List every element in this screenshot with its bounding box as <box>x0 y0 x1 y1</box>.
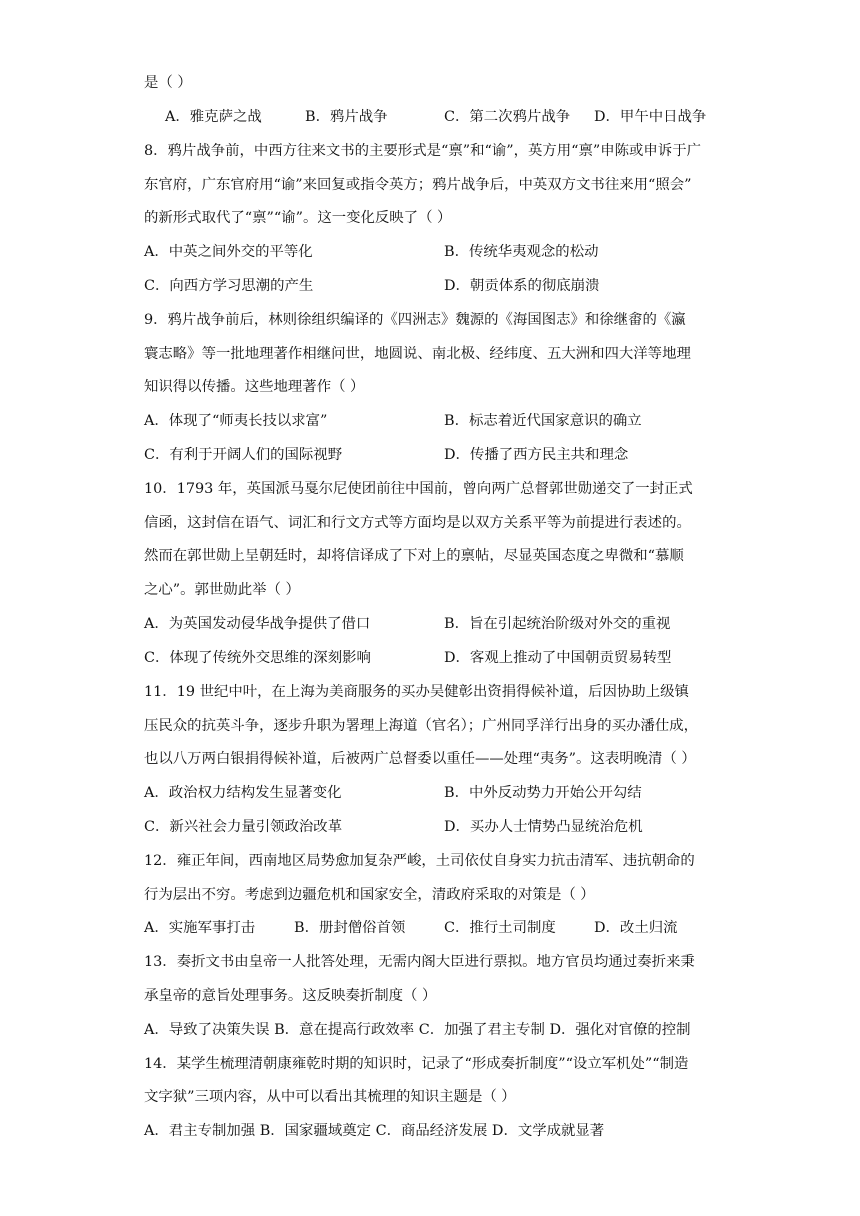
q14-line-1: 14．某学生梳理清朝康雍乾时期的知识时，记录了“形成奏折制度”“设立军机处”“制造 <box>144 1056 689 1072</box>
q12-option-c: C．推行土司制度 <box>444 920 556 936</box>
q10-option-c: C．体现了传统外交思维的深刻影响 <box>144 650 371 666</box>
q11-line-1: 11．19 世纪中叶，在上海为美商服务的买办吴健彰出资捐得候补道，后因协助上级镇 <box>144 684 689 700</box>
q13-options: A．导致了决策失误 B．意在提高行政效率 C．加强了君主专制 D．强化对官僚的控制 <box>144 1022 691 1038</box>
q8-option-b: B．传统华夷观念的松动 <box>444 244 599 260</box>
q14-line-2: 文字狱”三项内容，从中可以看出其梳理的知识主题是（ ） <box>144 1089 516 1105</box>
q8-line-3: 的新形式取代了“禀”“谕”。这一变化反映了（ ） <box>144 210 452 226</box>
q10-line-2: 信函，这封信在语气、词汇和行文方式等方面均是以双方关系平等为前提进行表述的。 <box>144 515 691 531</box>
q9-option-b: B．标志着近代国家意识的确立 <box>444 413 642 429</box>
q7-option-d: D．甲午中日战争 <box>594 109 707 125</box>
q13-line-2: 承皇帝的意旨处理事务。这反映奏折制度（ ） <box>144 988 437 1004</box>
q9-option-a: A．体现了“师夷长技以求富” <box>144 413 328 429</box>
q8-line-2: 东官府，广东官府用“谕”来回复或指令英方；鸦片战争后，中英双方文书往来用“照会” <box>144 177 692 193</box>
q11-line-3: 也以八万两白银捐得候补道，后被两广总督委以重任——处理“夷务”。这表明晚清（ ） <box>144 751 696 767</box>
q10-option-d: D．客观上推动了中国朝贡贸易转型 <box>444 650 672 666</box>
q11-option-c: C．新兴社会力量引领政治改革 <box>144 819 343 835</box>
q12-line-2: 行为层出不穷。考虑到边疆危机和国家安全，清政府采取的对策是（ ） <box>144 887 595 903</box>
q8-option-a: A．中英之间外交的平等化 <box>144 244 313 260</box>
q10-line-3: 然而在郭世勋上呈朝廷时，却将信译成了下对上的禀帖，尽显英国态度之卑微和“慕顺 <box>144 548 684 564</box>
q12-option-d: D．改土归流 <box>594 920 678 936</box>
q11-option-b: B．中外反动势力开始公开勾结 <box>444 785 642 801</box>
q9-option-c: C．有利于开阔人们的国际视野 <box>144 447 343 463</box>
q13-line-1: 13．奏折文书由皇帝一人批答处理，无需内阁大臣进行票拟。地方官员均通过奏折来秉 <box>144 954 695 970</box>
q9-option-d: D．传播了西方民主共和理念 <box>444 447 629 463</box>
q10-option-b: B．旨在引起统治阶级对外交的重视 <box>444 616 671 632</box>
q8-option-c: C．向西方学习思潮的产生 <box>144 278 314 294</box>
q14-options: A．君主专制加强 B．国家疆域奠定 C．商品经济发展 D．文学成就显著 <box>144 1123 605 1139</box>
q11-option-a: A．政治权力结构发生显著变化 <box>144 785 342 801</box>
q10-line-4: 之心”。郭世勋此举（ ） <box>144 582 300 598</box>
q12-line-1: 12．雍正年间，西南地区局势愈加复杂严峻，土司依仗自身实力抗击清军、违抗朝命的 <box>144 853 695 869</box>
q8-option-d: D．朝贡体系的彻底崩溃 <box>444 278 600 294</box>
q7-option-a: A．雅克萨之战 <box>165 109 262 125</box>
q8-line-1: 8．鸦片战争前，中西方往来文书的主要形式是“禀”和“谕”，英方用“禀”申陈或申诉于广 <box>144 143 701 159</box>
q11-option-d: D．买办人士情势凸显统治危机 <box>444 819 643 835</box>
q9-line-3: 知识得以传播。这些地理著作（ ） <box>144 379 365 395</box>
q7-option-b: B．鸦片战争 <box>305 109 388 125</box>
q10-line-1: 10．1793 年，英国派马戛尔尼使团前往中国前，曾向两广总督郭世勋递交了一封正式 <box>144 481 693 497</box>
q12-option-a: A．实施军事打击 <box>144 920 256 936</box>
q12-option-b: B．册封僧俗首领 <box>294 920 406 936</box>
q7-tail: 是（ ） <box>144 75 192 91</box>
q10-option-a: A．为英国发动侵华战争提供了借口 <box>144 616 371 632</box>
q7-option-c: C．第二次鸦片战争 <box>444 109 571 125</box>
q11-line-2: 压民众的抗英斗争，逐步升职为署理上海道（官名）；广州同孚洋行出身的买办潘仕成， <box>144 718 699 734</box>
q9-line-1: 9．鸦片战争前后，林则徐组织编译的《四洲志》魏源的《海国图志》和徐继畬的《瀛 <box>144 312 686 328</box>
q9-line-2: 寰志略》等一批地理著作相继问世，地圆说、南北极、经纬度、五大洲和四大洋等地理 <box>144 346 691 362</box>
